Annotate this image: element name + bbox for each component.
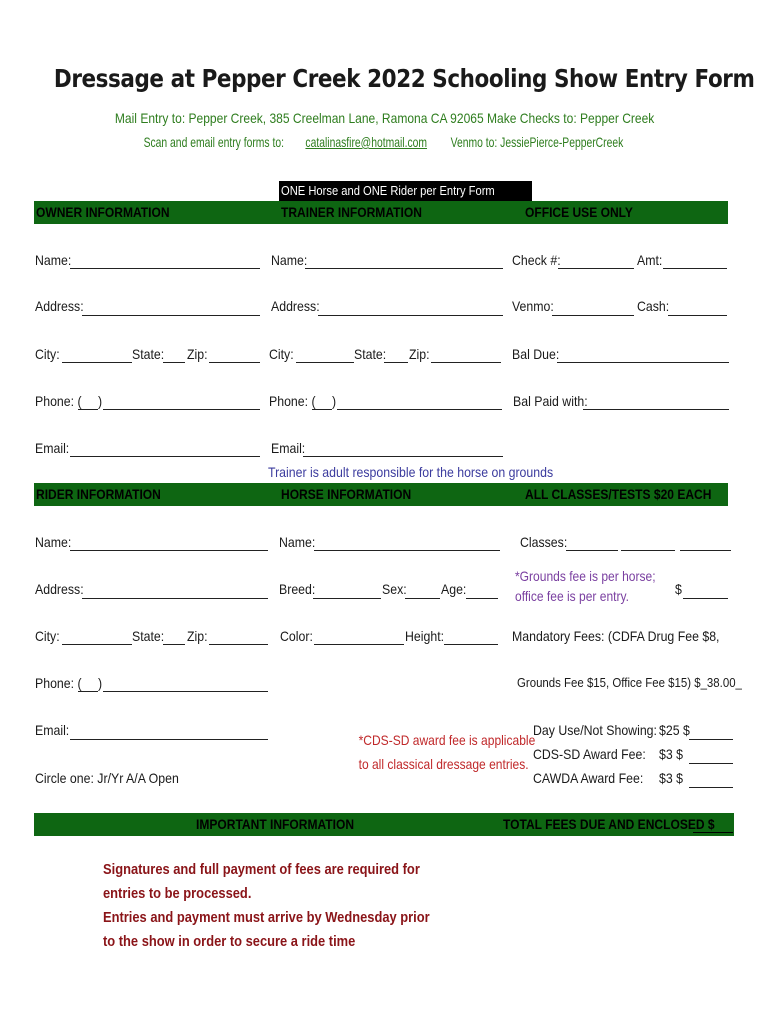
important-line-1: Signatures and full payment of fees are required for (103, 861, 420, 878)
trainer-name-label: Name: (271, 252, 308, 268)
owner-email-label: Email: (35, 440, 70, 456)
amount-label: Amt: (637, 252, 663, 268)
class-field-2[interactable] (621, 550, 675, 551)
rider-state-label: State: (132, 628, 165, 644)
bal-paid-field[interactable] (583, 409, 729, 410)
owner-city-label: City: (35, 346, 60, 362)
sex-label: Sex: (382, 581, 407, 597)
rider-name-field[interactable] (70, 550, 268, 551)
owner-area-code-field[interactable] (78, 409, 98, 410)
rider-zip-label: Zip: (187, 628, 208, 644)
rider-phone-label: Phone: ( (35, 675, 82, 691)
cds-note-line-1: *CDS-SD award fee is applicable (358, 732, 536, 748)
scan-suffix: Venmo to: JessiePierce-PepperCreek (451, 134, 624, 150)
fee-cawda-field[interactable] (689, 787, 733, 788)
form-title: Dressage at Pepper Creek 2022 Schooling Show Entry Form (53, 64, 755, 93)
check-number-label: Check #: (512, 252, 561, 268)
cds-note-line-2: to all classical dressage entries. (358, 756, 529, 772)
owner-header: OWNER INFORMATION (36, 204, 170, 220)
color-field[interactable] (314, 644, 404, 645)
important-line-2: entries to be processed. (103, 885, 252, 902)
trainer-zip-label: Zip: (409, 346, 430, 362)
rider-city-label: City: (35, 628, 60, 644)
cash-label: Cash: (637, 298, 670, 314)
fee-cds-label: CDS-SD Award Fee: (533, 746, 646, 762)
fee-cds-amount: $3 $ (659, 746, 683, 762)
class-field-3[interactable] (680, 550, 731, 551)
check-number-field[interactable] (558, 268, 634, 269)
trainer-email-field[interactable] (303, 456, 503, 457)
trainer-header: TRAINER INFORMATION (281, 204, 422, 220)
cash-field[interactable] (668, 315, 727, 316)
grounds-note-line-1: *Grounds fee is per horse; (515, 568, 656, 584)
owner-state-label: State: (132, 346, 165, 362)
scan-email-line (0, 134, 770, 150)
rider-phone-paren: ) (98, 675, 103, 691)
rider-address-label: Address: (35, 581, 84, 597)
owner-state-field[interactable] (163, 362, 185, 363)
owner-email-field[interactable] (70, 456, 260, 457)
rider-name-label: Name: (35, 534, 72, 550)
trainer-note: Trainer is adult responsible for the horse on grounds (268, 464, 554, 480)
rider-state-field[interactable] (163, 644, 185, 645)
rider-phone-field[interactable] (103, 691, 268, 692)
mandatory-fees-line-2: Grounds Fee $15, Office Fee $15) $_38.00_ (517, 675, 742, 690)
rider-zip-field[interactable] (209, 644, 268, 645)
important-info (103, 858, 483, 954)
grounds-note (515, 566, 678, 606)
trainer-phone-label: Phone: ( (269, 393, 316, 409)
amount-field[interactable] (663, 268, 727, 269)
sex-field[interactable] (405, 598, 440, 599)
cds-note (346, 728, 536, 776)
trainer-state-field[interactable] (384, 362, 408, 363)
owner-zip-field[interactable] (209, 362, 260, 363)
grounds-dollar: $ (675, 581, 682, 597)
one-horse-note: ONE Horse and ONE Rider per Entry Form (279, 181, 532, 201)
trainer-city-field[interactable] (296, 362, 354, 363)
owner-city-field[interactable] (62, 362, 132, 363)
classes-label: Classes: (520, 534, 568, 550)
fee-cawda-amount: $3 $ (659, 770, 683, 786)
fee-cawda-label: CAWDA Award Fee: (533, 770, 644, 786)
trainer-email-label: Email: (271, 440, 306, 456)
owner-name-label: Name: (35, 252, 72, 268)
venmo-field[interactable] (552, 315, 634, 316)
owner-phone-field[interactable] (103, 409, 260, 410)
fee-day-use-label: Day Use/Not Showing: (533, 722, 657, 738)
grounds-note-line-2: office fee is per entry. (515, 588, 630, 604)
grounds-fee-field[interactable] (683, 598, 728, 599)
important-header: IMPORTANT INFORMATION (196, 816, 355, 832)
fee-day-use-field[interactable] (689, 739, 733, 740)
scan-prefix: Scan and email entry forms to: (143, 134, 285, 150)
important-line-3: Entries and payment must arrive by Wednesday prior (103, 909, 430, 926)
rider-area-code-field[interactable] (78, 691, 98, 692)
horse-name-label: Name: (279, 534, 316, 550)
breed-field[interactable] (313, 598, 381, 599)
owner-phone-paren: ) (98, 393, 103, 409)
total-fees-header: TOTAL FEES DUE AND ENCLOSED $ (503, 816, 715, 832)
important-line-4: to the show in order to secure a ride time (103, 933, 356, 950)
fee-day-use-amount: $25 $ (659, 722, 690, 738)
fee-cds-field[interactable] (689, 763, 733, 764)
rider-email-field[interactable] (70, 739, 268, 740)
owner-phone-label: Phone: ( (35, 393, 82, 409)
trainer-name-field[interactable] (305, 268, 503, 269)
circle-one-division[interactable]: Circle one: Jr/Yr A/A Open (35, 770, 179, 786)
rider-city-field[interactable] (62, 644, 132, 645)
trainer-state-label: State: (354, 346, 387, 362)
office-header: OFFICE USE ONLY (525, 204, 633, 220)
venmo-label: Venmo: (512, 298, 554, 314)
trainer-address-field[interactable] (318, 315, 503, 316)
age-label: Age: (441, 581, 467, 597)
horse-name-field[interactable] (314, 550, 500, 551)
bal-due-label: Bal Due: (512, 346, 560, 362)
color-label: Color: (280, 628, 313, 644)
bal-paid-label: Bal Paid with: (513, 393, 588, 409)
owner-address-label: Address: (35, 298, 84, 314)
owner-name-field[interactable] (70, 268, 260, 269)
bal-due-field[interactable] (557, 362, 729, 363)
age-field[interactable] (466, 598, 498, 599)
email-link[interactable]: catalinasfire@hotmail.com (305, 134, 428, 150)
height-field[interactable] (444, 644, 498, 645)
rider-address-field[interactable] (82, 598, 268, 599)
height-label: Height: (405, 628, 445, 644)
trainer-phone-paren: ) (332, 393, 337, 409)
owner-zip-label: Zip: (187, 346, 208, 362)
trainer-area-code-field[interactable] (312, 409, 332, 410)
trainer-zip-field[interactable] (431, 362, 501, 363)
mail-entry-line: Mail Entry to: Pepper Creek, 385 Creelman Lane, Ramona CA 92065 Make Checks to: Pepper Creek (115, 110, 655, 126)
breed-label: Breed: (279, 581, 316, 597)
mandatory-fees-line-1: Mandatory Fees: (CDFA Drug Fee $8, (512, 628, 720, 644)
trainer-city-label: City: (269, 346, 294, 362)
class-field-1[interactable] (566, 550, 618, 551)
total-fees-field[interactable] (693, 832, 733, 833)
horse-header: HORSE INFORMATION (281, 486, 412, 502)
trainer-phone-field[interactable] (337, 409, 502, 410)
classes-header: ALL CLASSES/TESTS $20 EACH (525, 486, 712, 502)
trainer-address-label: Address: (271, 298, 320, 314)
owner-address-field[interactable] (82, 315, 260, 316)
rider-header: RIDER INFORMATION (36, 486, 161, 502)
rider-email-label: Email: (35, 722, 70, 738)
